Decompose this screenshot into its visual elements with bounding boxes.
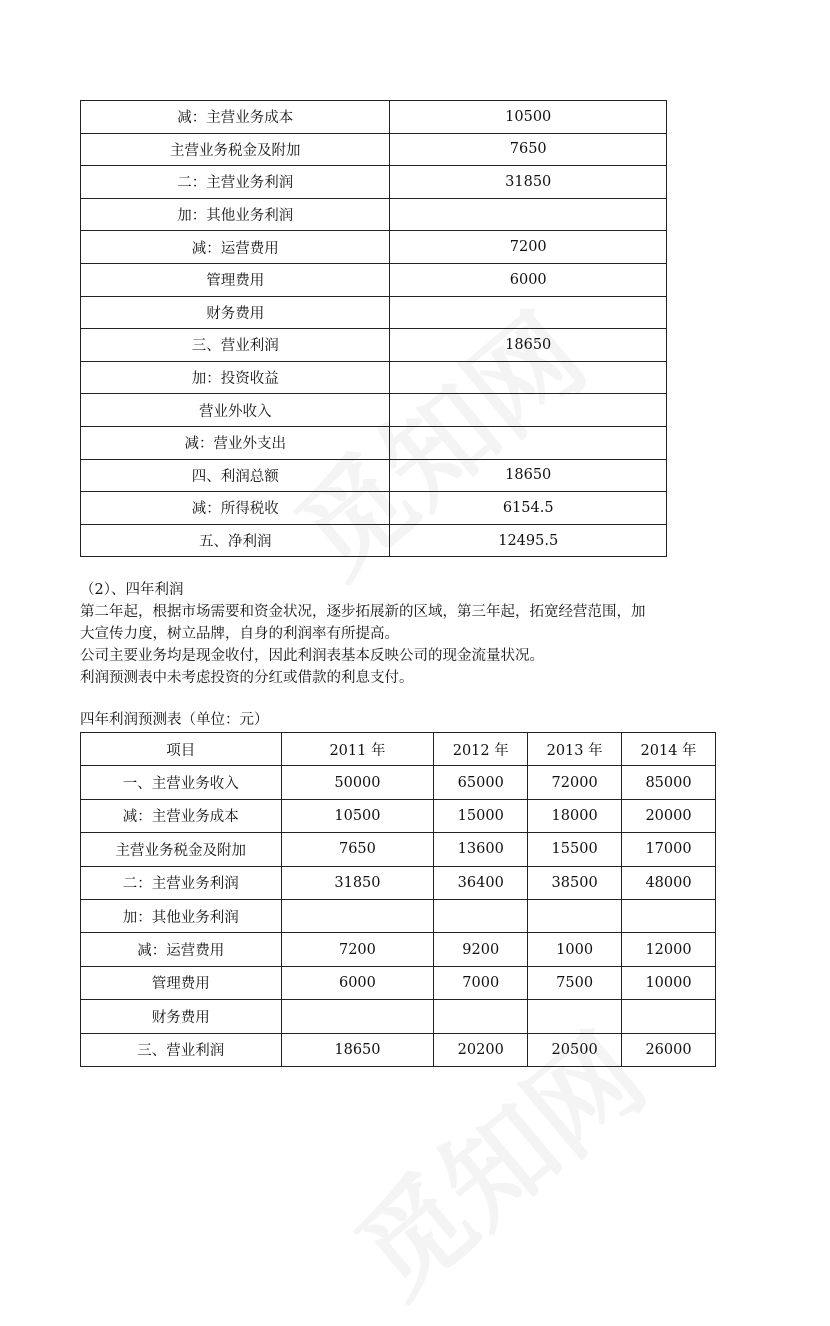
table-row [81, 263, 667, 296]
cell-value [434, 899, 528, 932]
cell-value: 26000 [622, 1033, 716, 1066]
row-label: 主营业务税金及附加 [81, 133, 390, 166]
table-row [81, 933, 716, 966]
cell-value: 20500 [528, 1033, 622, 1066]
cell-value: 7200 [281, 933, 434, 966]
row-label: 减：所得税收 [81, 492, 390, 525]
cell-value: 36400 [434, 866, 528, 899]
cell-value: 20200 [434, 1033, 528, 1066]
table-row [81, 198, 667, 231]
cell-value: 7650 [281, 833, 434, 866]
row-label: 主营业务税金及附加 [81, 833, 282, 866]
column-header: 2011 年 [281, 733, 434, 766]
table-row [81, 426, 667, 459]
cell-value: 13600 [434, 833, 528, 866]
row-label: 减：营业外支出 [81, 426, 390, 459]
cell-value: 9200 [434, 933, 528, 966]
table-row [81, 459, 667, 492]
table-row [81, 394, 667, 427]
table-row [81, 133, 667, 166]
row-value: 18650 [390, 459, 667, 492]
table-row [81, 524, 667, 557]
table-row [81, 799, 716, 832]
profit-statement-table [80, 100, 667, 557]
cell-value: 15000 [434, 799, 528, 832]
row-label: 减：运营费用 [81, 231, 390, 264]
row-value [390, 426, 667, 459]
table-row [81, 329, 667, 362]
cell-value: 18650 [281, 1033, 434, 1066]
cell-value: 85000 [622, 766, 716, 799]
row-value [390, 198, 667, 231]
row-value: 6000 [390, 263, 667, 296]
cell-value: 10000 [622, 966, 716, 999]
table-row [81, 899, 716, 932]
column-header: 2014 年 [622, 733, 716, 766]
row-value [390, 296, 667, 329]
row-value: 18650 [390, 329, 667, 362]
row-value: 6154.5 [390, 492, 667, 525]
row-label: 管理费用 [81, 966, 282, 999]
cell-value [281, 899, 434, 932]
cell-value: 7500 [528, 966, 622, 999]
cell-value: 65000 [434, 766, 528, 799]
cell-value: 18000 [528, 799, 622, 832]
row-value: 12495.5 [390, 524, 667, 557]
row-label: 减：运营费用 [81, 933, 282, 966]
paragraph-line: 大宣传力度，树立品牌，自身的利润率有所提高。 [80, 626, 399, 642]
row-value [390, 394, 667, 427]
cell-value: 48000 [622, 866, 716, 899]
row-label: 四、利润总额 [81, 459, 390, 492]
cell-value: 20000 [622, 799, 716, 832]
row-label: 加：其他业务利润 [81, 899, 282, 932]
row-label: 三、营业利润 [81, 329, 390, 362]
cell-value: 1000 [528, 933, 622, 966]
profit-statement-body [81, 101, 667, 557]
column-header: 2013 年 [528, 733, 622, 766]
cell-value: 31850 [281, 866, 434, 899]
row-label: 二：主营业务利润 [81, 166, 390, 199]
row-label: 三、营业利润 [81, 1033, 282, 1066]
cell-value: 10500 [281, 799, 434, 832]
row-label: 加：其他业务利润 [81, 198, 390, 231]
column-header: 2012 年 [434, 733, 528, 766]
row-value: 31850 [390, 166, 667, 199]
row-label: 管理费用 [81, 263, 390, 296]
cell-value [622, 1000, 716, 1033]
row-value: 10500 [390, 101, 667, 134]
table-row [81, 1000, 716, 1033]
cell-value [528, 1000, 622, 1033]
forecast-header [81, 733, 716, 766]
cell-value [528, 899, 622, 932]
cell-value: 6000 [281, 966, 434, 999]
cell-value: 72000 [528, 766, 622, 799]
cell-value [434, 1000, 528, 1033]
row-label: 财务费用 [81, 1000, 282, 1033]
table-row [81, 866, 716, 899]
row-value: 7650 [390, 133, 667, 166]
column-header: 项目 [81, 733, 282, 766]
table-row [81, 296, 667, 329]
paragraph: 利润预测表中未考虑投资的分红或借款的利息支付。 [80, 670, 414, 686]
cell-value: 17000 [622, 833, 716, 866]
cell-value: 15500 [528, 833, 622, 866]
table-row [81, 1033, 716, 1066]
row-value [390, 361, 667, 394]
paragraph: 公司主要业务均是现金收付，因此利润表基本反映公司的现金流量状况。 [80, 648, 544, 664]
table-row [81, 361, 667, 394]
cell-value [281, 1000, 434, 1033]
cell-value: 50000 [281, 766, 434, 799]
table-row [81, 766, 716, 799]
row-label: 营业外收入 [81, 394, 390, 427]
cell-value [622, 899, 716, 932]
table-caption: 四年利润预测表（单位：元） [80, 712, 269, 728]
cell-value: 12000 [622, 933, 716, 966]
table-row [81, 101, 667, 134]
forecast-table [80, 732, 716, 1067]
header-row [81, 733, 716, 766]
table-row [81, 833, 716, 866]
cell-value: 38500 [528, 866, 622, 899]
row-label: 财务费用 [81, 296, 390, 329]
row-label: 一、主营业务收入 [81, 766, 282, 799]
row-label: 加：投资收益 [81, 361, 390, 394]
row-value: 7200 [390, 231, 667, 264]
row-label: 五、净利润 [81, 524, 390, 557]
table-row [81, 166, 667, 199]
row-label: 二：主营业务利润 [81, 866, 282, 899]
row-label: 减：主营业务成本 [81, 799, 282, 832]
section-title: （2）、四年利润 [80, 582, 184, 598]
paragraph-line: 第二年起，根据市场需要和资金状况，逐步拓展新的区域，第三年起，拓宽经营范围，加 [80, 604, 646, 620]
table-row [81, 966, 716, 999]
table-row [81, 492, 667, 525]
forecast-body [81, 766, 716, 1067]
table-row [81, 231, 667, 264]
row-label: 减：主营业务成本 [81, 101, 390, 134]
cell-value: 7000 [434, 966, 528, 999]
